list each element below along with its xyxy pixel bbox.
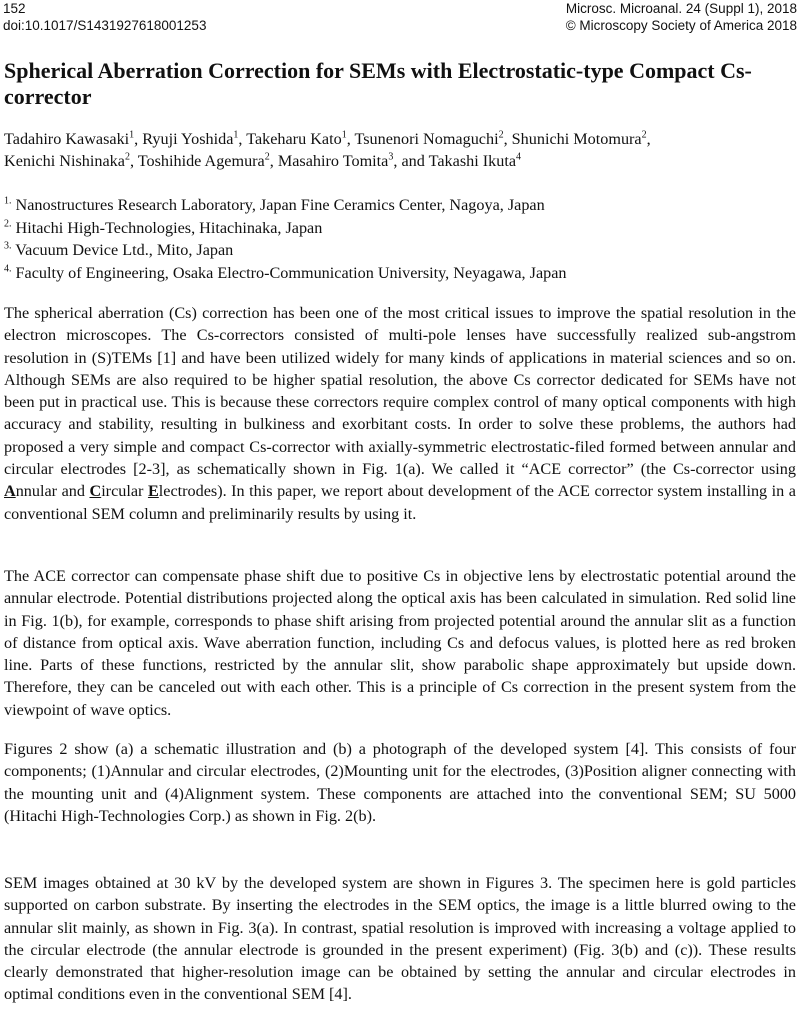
affiliation-text: Faculty of Engineering, Osaka Electro-Communication University, Neyagawa, Japan — [11, 263, 567, 282]
affiliation-text: Vacuum Device Ltd., Mito, Japan — [11, 241, 234, 259]
author: Masahiro Tomita — [277, 152, 389, 170]
affiliation-text: Hitachi High-Technologies, Hitachinaka, Japan — [11, 218, 323, 237]
paragraph-introduction — [4, 302, 796, 525]
affiliation-mark: 1. — [4, 195, 12, 207]
paragraph-principle: The ACE corrector can compensate phase shift due to positive Cs in objective lens by electrostatic potential around the annular electrode. Potential distributions projected along the optical axis has been calculated in simulation. Red solid line in Fig. 1(b), for example, corresponds to phase shift arising from projected potential around the annular slit as a function of distance from optical axis. Wave aberration function, including Cs and defocus values, is plotted here as red broken line. Parts of these functions, restricted by the annular slit, show parabolic shape approximately but upside down. Therefore, they can be canceled out with each other. This is a principle of Cs correction in the present system from the viewpoint of wave optics. — [4, 567, 796, 719]
author: Shunichi Motomura — [511, 130, 642, 148]
acronym-letter-e: E — [147, 482, 159, 501]
journal-citation: Microsc. Microanal. 24 (Suppl 1), 2018 — [565, 1, 797, 16]
paragraph-text: ircular — [101, 482, 148, 501]
author: Takeharu Kato — [246, 130, 342, 148]
affiliation-text: Nanostructures Research Laboratory, Japan Fine Ceramics Center, Nagoya, Japan — [11, 196, 545, 214]
author-affiliation-mark: 2 — [264, 151, 270, 163]
author-affiliation-mark: 2 — [641, 129, 647, 141]
author: Tsunenori Nomaguchi — [354, 130, 499, 148]
paragraph-results: SEM images obtained at 30 kV by the developed system are shown in Figures 3. The specimen here is gold particles supported on carbon substrate. By inserting the electrodes in the SEM optics, the image is a little blurred owing to the annular slit mainly, as shown in Fig. 3(a). In contrast, spatial resolution is improved with increasing a voltage applied to the circular electrode (the annular electrode is grounded in the present experiment) (Fig. 3(b) and (c)). These results clearly demonstrated that higher-resolution image can be obtained by setting the annular and circular electrodes in optimal conditions even in the conventional SEM [4]. — [4, 874, 796, 1004]
paragraph-system: Figures 2 show (a) a schematic illustration and (b) a photograph of the developed system [4]. This consists of four components; (1)Annular and circular electrodes, (2)Mounting unit for the electrodes, (3)Position aligner connecting with the mounting unit and (4)Alignment system. These components are attached into the conventional SEM; SU 5000 (Hitachi High-Technologies Corp.) as shown in Fig. 2(b). — [4, 740, 796, 825]
author-separator: , — [238, 130, 247, 148]
author-affiliation-mark: 3 — [388, 151, 394, 163]
author-separator: , — [346, 130, 355, 148]
author-separator: , — [134, 130, 143, 148]
author-affiliation-mark: 1 — [233, 129, 239, 141]
paragraph-text: lectrodes). In this paper, we report about development of the ACE corrector system installing in a conventional SEM column and preliminarily results by using it. — [4, 482, 796, 523]
author: Ryuji Yoshida — [142, 130, 234, 148]
author-separator: , — [269, 152, 278, 170]
author-affiliation-mark: 4 — [516, 151, 522, 163]
affiliation — [4, 217, 794, 240]
affiliation — [4, 239, 794, 262]
acronym-letter-a: A — [4, 482, 16, 501]
author-affiliation-mark: 1 — [129, 129, 135, 141]
author-list — [4, 128, 794, 172]
doi: doi:10.1017/S1431927618001253 — [3, 18, 207, 33]
author-separator: , — [129, 152, 138, 170]
author-separator: , — [503, 130, 512, 148]
author-affiliation-mark: 2 — [124, 151, 130, 163]
author-affiliation-mark: 2 — [498, 129, 504, 141]
author: Takashi Ikuta — [428, 152, 517, 170]
author-affiliation-mark: 1 — [341, 129, 347, 141]
copyright: © Microscopy Society of America 2018 — [565, 18, 797, 33]
page-number: 152 — [3, 1, 26, 16]
paper-title: Spherical Aberration Correction for SEMs with Electrostatic-type Compact Cs-corrector — [4, 58, 752, 109]
affiliation-mark: 2. — [4, 218, 12, 230]
author: Toshihide Agemura — [137, 152, 265, 170]
author-separator: , and — [393, 152, 429, 170]
author: Kenichi Nishinaka — [4, 152, 125, 170]
author-separator: , — [646, 130, 651, 148]
affiliation — [4, 194, 794, 217]
paragraph-text: The spherical aberration (Cs) correction has been one of the most critical issues to improve the spatial resolution in the electron microscopes. The Cs-correctors consisted of multi-pole lenses have successfully realized sub-angstrom resolution in (S)TEMs [1] and have been utilized widely for many kinds of applications in material sciences and so on. Although SEMs are also required to be higher spatial resolution, the above Cs corrector dedicated for SEMs have not been put in practical use. This is because these correctors require complex control of many optical components with high accuracy and stability, resulting in bulkiness and exorbitant costs. In order to solve these problems, the authors had proposed a very simple and compact Cs-corrector with axially-symmetric electrostatic-filed formed between annular and circular electrodes [2-3], as schematically shown in Fig. 1(a). We called it “ACE corrector” (the Cs-corrector using — [4, 304, 796, 479]
acronym-letter-c: C — [89, 482, 102, 501]
affiliation-mark: 4. — [4, 263, 12, 275]
author: Tadahiro Kawasaki — [4, 130, 130, 148]
affiliation-mark: 3. — [4, 240, 12, 252]
paragraph-text: nnular and — [15, 482, 90, 501]
affiliation-list — [4, 194, 794, 284]
affiliation — [4, 262, 794, 285]
